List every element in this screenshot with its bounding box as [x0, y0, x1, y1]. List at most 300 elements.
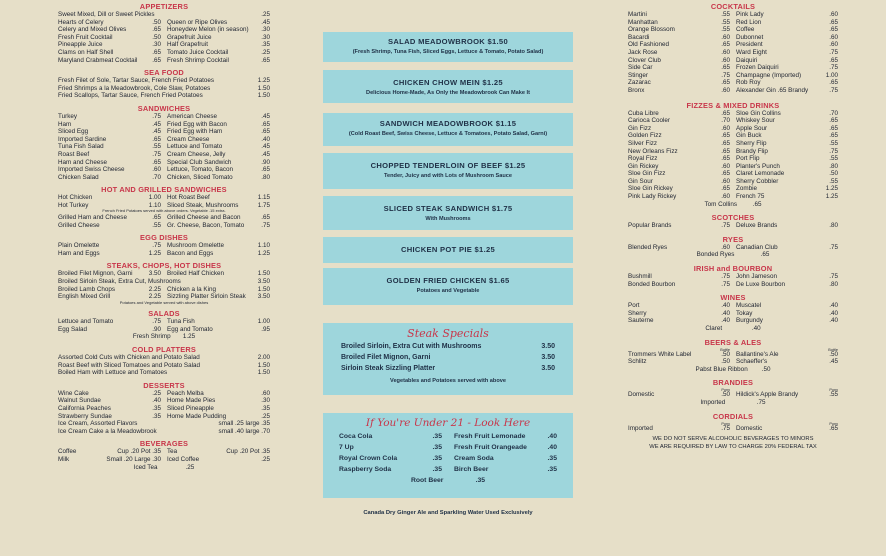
item-name: Cream Cheese	[167, 135, 210, 143]
item-price: .90	[261, 158, 270, 166]
menu-item	[58, 250, 161, 258]
menu-item	[58, 121, 161, 129]
item-name: Hearts of Celery	[58, 18, 104, 26]
menu-item	[628, 34, 730, 42]
menu-item	[58, 354, 270, 362]
item-name: Fresh Filet of Sole, Tartar Sauce, French Fried Potatoes	[58, 77, 214, 85]
item-price: 1.25	[825, 185, 838, 193]
section-heading: WINES	[720, 293, 746, 303]
menu-row	[58, 448, 270, 456]
item-name: American Cheese	[167, 112, 218, 120]
item-price: .40	[721, 309, 730, 317]
special-item	[323, 365, 573, 376]
item-price: .75	[829, 273, 838, 281]
cordials-section: CORDIALS Pony Pony Imported .75 Domestic .65	[628, 411, 838, 432]
menu-item	[167, 222, 270, 230]
menu-item	[736, 132, 838, 140]
item-name: Cream Soda	[454, 455, 494, 462]
item-price: 2.00	[257, 354, 270, 361]
menu-row	[628, 244, 838, 252]
menu-row	[58, 41, 270, 49]
menu-item	[58, 174, 161, 182]
menu-row	[58, 57, 270, 65]
menu-item	[628, 351, 730, 359]
item-price: 1.25	[825, 193, 838, 201]
item-name: Ballantine's Ale	[736, 350, 779, 358]
menu-item	[58, 277, 181, 286]
item-name: Sliced Pineapple	[167, 404, 214, 412]
item-name: Coffee	[58, 448, 77, 456]
item-name: Assorted Cold Cuts with Chicken and Potato Salad	[58, 354, 200, 361]
sandwich-meadowbrook-box: SANDWICH MEADOWBROOK $1.15 (Cold Roast Beef, Swiss Cheese, Lettuce & Tomatoes, Potato Salad, Garni)	[323, 113, 573, 146]
menu-row	[58, 270, 270, 278]
menu-item	[58, 362, 270, 370]
menu-item: Sweet Mixed, Dill or Sweet Pickles .25	[58, 11, 270, 18]
menu-row	[323, 455, 573, 466]
item-price: .65	[152, 135, 161, 143]
item-price: .30	[152, 41, 161, 49]
item-name: Sloe Gin Collins	[736, 109, 781, 117]
brandies-section: BRANDIES Pony Pony Domestic .50 Hildick's Apple Brandy .55 Imported .75	[628, 378, 838, 406]
menu-item	[628, 391, 730, 399]
item-name: Orange Blossom	[628, 26, 675, 34]
section-heading: SANDWICHES	[137, 103, 191, 113]
item-name: Carioca Cooler	[628, 117, 670, 125]
item-name: Bronx	[628, 86, 645, 94]
item-name: Fresh Fruit Lemonade	[454, 433, 526, 440]
item-name: Half Grapefruit	[167, 41, 208, 49]
item-name: Grilled Ham and Cheese	[58, 213, 127, 221]
item-name: Clams on Half Shell	[58, 48, 114, 56]
item-name: Pineapple Juice	[58, 41, 103, 49]
seafood-section	[58, 68, 270, 100]
item-price: .30	[261, 397, 270, 405]
item-price: .75	[152, 112, 161, 120]
menu-row	[323, 444, 573, 455]
item-price: .35	[152, 412, 161, 420]
menu-item	[736, 26, 838, 34]
menu-item: Claret .40	[705, 325, 761, 332]
item-price: .60	[721, 48, 730, 56]
wines-section	[628, 293, 838, 332]
item-price: .75	[721, 280, 730, 288]
item-price: .60	[721, 86, 730, 94]
hot-sandwiches-section	[58, 185, 270, 229]
item-price: 3.50	[541, 365, 555, 372]
menu-item	[628, 64, 730, 72]
menu-item	[167, 278, 270, 286]
menu-row	[58, 159, 270, 167]
menu-item	[628, 185, 730, 193]
item-price: .25	[152, 389, 161, 397]
menu-item	[58, 270, 161, 278]
item-price: .40	[152, 397, 161, 405]
item-name: Trommers White Label	[628, 350, 692, 358]
menu-row	[58, 456, 270, 464]
special-item	[323, 343, 573, 354]
item-name: Fried Shrimps a la Meadowbrook, Cole Slaw, Potatoes	[58, 84, 211, 92]
item-name: Deluxe Brands	[736, 222, 778, 230]
item-price: 1.75	[257, 201, 270, 209]
menu-row	[628, 317, 838, 325]
item-name: Celery and Mixed Olives	[58, 26, 127, 34]
item-name: Apple Sour	[736, 124, 768, 132]
menu-item	[628, 41, 730, 49]
item-price: .55	[829, 177, 838, 185]
menu-item	[58, 456, 161, 464]
item-price: .65	[721, 41, 730, 49]
menu-item	[628, 132, 730, 140]
menu-item	[628, 178, 730, 186]
item-name: Boiled Ham with Lettuce and Tomatoes	[58, 369, 168, 377]
item-price: .65	[829, 56, 838, 64]
item-name: Daiquiri	[736, 56, 758, 64]
item-price: 3.50	[148, 270, 161, 278]
menu-item	[58, 41, 161, 49]
item-name: Pink Lady	[736, 11, 764, 18]
item-price: .65	[721, 109, 730, 117]
menu-item	[167, 166, 270, 174]
item-name: Zombie	[736, 185, 757, 193]
left-column	[58, 2, 270, 471]
section-heading: COCKTAILS	[710, 2, 756, 11]
item-name: Sauterne	[628, 317, 654, 325]
menu-row	[323, 433, 573, 444]
item-price: .35	[432, 455, 442, 462]
menu-item	[58, 405, 161, 413]
desserts-section	[58, 381, 270, 436]
item-name: Chicken, Sliced Tomato	[167, 173, 233, 181]
menu-item	[58, 57, 161, 65]
section-heading: BEVERAGES	[139, 439, 189, 449]
menu-item	[167, 286, 270, 294]
menu-row	[58, 34, 270, 42]
item-price: .40	[261, 135, 270, 143]
item-name: Manhattan	[628, 18, 658, 26]
item-price: .60	[721, 56, 730, 64]
item-name: Honeydew Melon (in season)	[167, 26, 249, 34]
item-price: .65	[261, 120, 270, 128]
item-name: Gin Buck	[736, 132, 762, 140]
item-price: .65	[721, 79, 730, 87]
menu-item	[167, 26, 270, 34]
item-name: Cuba Libre	[628, 109, 659, 117]
item-name: Cream Cheese, Jelly	[167, 150, 226, 158]
menu-item	[628, 244, 730, 252]
item-name: Broiled Sirloin Steak, Extra Cut, Mushrooms	[58, 277, 181, 285]
item-name: Ham and Eggs	[58, 249, 100, 257]
menu-item	[736, 170, 838, 178]
item-price: .25	[261, 412, 270, 420]
item-price: .65	[829, 424, 838, 432]
menu-item	[167, 250, 270, 258]
item-name: Chicken Salad	[58, 173, 99, 181]
item-price: .55	[829, 139, 838, 147]
item-price: .65	[152, 158, 161, 166]
menu-row	[58, 113, 270, 121]
item-name	[167, 278, 248, 286]
right-column	[628, 2, 838, 451]
salad-meadowbrook-box: SALAD MEADOWBROOK $1.50 (Fresh Shrimp, Tuna Fish, Sliced Eggs, Lettuce & Tomato, Potato Salad)	[323, 32, 573, 62]
menu-item	[736, 41, 838, 49]
item-price: 3.50	[541, 354, 555, 361]
menu-item: Bonded Ryes .65	[696, 251, 770, 259]
item-name: Sherry Flip	[736, 139, 767, 147]
item-price: 1.15	[257, 194, 270, 202]
item-name: Hot Turkey	[58, 201, 89, 209]
menu-row	[628, 117, 838, 125]
menu-row	[58, 326, 270, 334]
menu-row	[628, 185, 838, 193]
item-price: .60	[261, 389, 270, 397]
item-price: .55	[829, 391, 838, 399]
item-price: .65	[721, 170, 730, 178]
section-heading: CORDIALS	[712, 411, 754, 421]
item-name: Iced Coffee	[167, 455, 200, 463]
item-name: Lettuce and Tomato	[167, 143, 223, 151]
menu-item	[628, 125, 730, 133]
item-name: Old Fashioned	[628, 41, 669, 49]
menu-item	[167, 49, 270, 57]
note: French Fried Potatoes served with above orders. Vegetable .15 extra.	[102, 208, 226, 214]
menu-item	[58, 413, 161, 421]
section-heading: SEA FOOD	[144, 68, 184, 78]
menu-item: Iced Tea .25	[133, 463, 195, 471]
menu-item	[167, 121, 270, 129]
item-name: Lettuce, Tomato, Bacon	[167, 166, 234, 174]
menu-item	[167, 136, 270, 144]
menu-item	[454, 455, 557, 466]
item-price: .90	[152, 325, 161, 333]
item-price: .65	[829, 79, 838, 87]
item-name: Blended Ryes	[628, 243, 668, 251]
menu-item	[167, 34, 270, 42]
item-name: Bacardi	[628, 33, 650, 41]
item-name: Broiled Filet Mignon, Garni	[58, 270, 133, 278]
item-price: .55	[829, 155, 838, 163]
item-price: .65	[721, 147, 730, 155]
menu-item	[628, 222, 730, 230]
menu-item	[58, 34, 161, 42]
specials-note: Vegetables and Potatoes served with above	[390, 378, 506, 384]
menu-item	[167, 41, 270, 49]
menu-item	[454, 433, 557, 444]
item-name: Frozen Daiquiri	[736, 64, 779, 72]
menu-row	[58, 413, 270, 421]
item-price: .65	[261, 128, 270, 136]
menu-item	[58, 85, 270, 93]
menu-item	[736, 49, 838, 57]
menu-item	[167, 19, 270, 27]
menu-item	[628, 317, 730, 325]
item-price: .55	[152, 221, 161, 229]
menu-row	[628, 351, 838, 359]
menu-item	[58, 49, 161, 57]
menu-item	[628, 281, 730, 289]
item-name: Gin Sour	[628, 177, 653, 185]
menu-item	[58, 26, 161, 34]
item-name: Planter's Punch	[736, 162, 780, 170]
item-price: .45	[829, 358, 838, 366]
item-name: Sloe Gin Rickey	[628, 185, 673, 193]
section-heading: COLD PLATTERS	[131, 345, 197, 354]
item-price: .65	[261, 213, 270, 221]
menu-item	[167, 448, 270, 456]
menu-row	[58, 49, 270, 57]
item-price: 1.50	[257, 369, 270, 377]
menu-item	[454, 466, 557, 477]
center-footer: Canada Dry Ginger Ale and Sparkling Water Used Exclusively	[363, 510, 533, 516]
menu-item	[736, 317, 838, 325]
item-price: 1.25	[257, 249, 270, 257]
item-price: .45	[152, 120, 161, 128]
item-name: Schaeffer's	[736, 358, 768, 366]
item-name: Lettuce and Tomato	[58, 318, 114, 326]
item-name: Fresh Shrimp Cocktail	[167, 56, 229, 64]
item-price: Cup .20 Pot .35	[117, 448, 161, 456]
menu-item: Ice Cream, Assorted Flavors small .25 large .35	[58, 420, 270, 428]
item-price: .65	[721, 132, 730, 140]
section-heading: BEERS & ALES	[704, 337, 762, 347]
item-name: Fresh Fruit Cocktail	[58, 33, 113, 41]
item-price: .60	[829, 41, 838, 49]
item-name: Fried Scallops, Tartar Sauce, French Fried Potatoes	[58, 92, 203, 100]
menu-item: Root Beer .35	[410, 477, 486, 484]
item-price: 1.25	[148, 249, 161, 257]
menu-item	[628, 148, 730, 156]
menu-item: Fresh Shrimp 1.25	[132, 333, 196, 341]
item-name: Stinger	[628, 71, 648, 79]
menu-item	[167, 405, 270, 413]
menu-item	[736, 193, 838, 201]
cold-platters-section	[58, 345, 270, 377]
menu-item	[339, 466, 442, 477]
item-price: .35	[432, 444, 442, 451]
item-price: .45	[152, 128, 161, 136]
item-name: Fresh Fruit Orangeade	[454, 444, 527, 451]
menu-item	[339, 444, 442, 455]
item-name: Maryland Crabmeat Cocktail	[58, 56, 138, 64]
menu-item	[628, 49, 730, 57]
ryes-section	[628, 235, 838, 259]
menu-item	[58, 143, 161, 151]
item-price: .40	[721, 317, 730, 325]
menu-item	[628, 302, 730, 310]
section-heading: APPETIZERS	[139, 2, 189, 11]
item-name: Whiskey Sour	[736, 117, 775, 125]
item-name: Canadian Club	[736, 243, 778, 251]
item-name: Mushroom Omelette	[167, 242, 225, 250]
menu-item	[58, 136, 161, 144]
item-name: Hot Chicken	[58, 194, 93, 202]
menu-row	[628, 178, 838, 186]
item-name: Bacon and Eggs	[167, 249, 214, 257]
menu-row	[58, 390, 270, 398]
item-price: .35	[547, 466, 557, 473]
menu-item	[736, 87, 838, 95]
item-name: President	[736, 41, 763, 49]
menu-row	[628, 110, 838, 118]
item-price: 3.50	[257, 293, 270, 301]
item-price: 1.50	[257, 84, 270, 92]
menu-row	[628, 79, 838, 87]
menu-item	[736, 273, 838, 281]
menu-item	[58, 397, 161, 405]
item-name: Clover Club	[628, 56, 661, 64]
menu-item	[628, 170, 730, 178]
menu-row	[628, 281, 838, 289]
under-21-box	[323, 413, 573, 498]
item-name: Red Lion	[736, 18, 762, 26]
item-name: Turkey	[58, 112, 78, 120]
menu-item	[167, 318, 270, 326]
item-name: Claret Lemonade	[736, 170, 785, 178]
item-price: .75	[721, 71, 730, 79]
menu-item	[167, 214, 270, 222]
item-price: .35	[432, 433, 442, 440]
menu-row	[628, 155, 838, 163]
menu-row	[628, 273, 838, 281]
item-price: .75	[721, 222, 730, 230]
menu-item	[58, 369, 270, 377]
item-price: .65	[829, 124, 838, 132]
steaks-section	[58, 261, 270, 305]
item-price: .30	[261, 26, 270, 34]
item-price: .75	[152, 318, 161, 326]
item-price: .75	[261, 221, 270, 229]
menu-item	[736, 310, 838, 318]
menu-item	[628, 117, 730, 125]
item-name: Jack Rose	[628, 48, 658, 56]
item-name: Martini	[628, 11, 647, 18]
item-price: .45	[261, 150, 270, 158]
menu-row	[628, 170, 838, 178]
item-name: English Mixed Grill	[58, 293, 111, 301]
menu-row	[628, 41, 838, 49]
item-name: Egg Salad	[58, 325, 88, 333]
menu-item	[628, 87, 730, 95]
item-name: Home Made Pudding	[167, 412, 227, 420]
item-price: .80	[829, 280, 838, 288]
item-name: Schlitz	[628, 358, 647, 366]
menu-item: Tom Collins .65	[704, 200, 762, 208]
special-item	[323, 354, 573, 365]
item-price: 2.25	[148, 285, 161, 293]
menu-item	[628, 19, 730, 27]
menu-item	[339, 433, 442, 444]
item-price: .50	[721, 358, 730, 366]
menu-item	[339, 455, 442, 466]
item-name: Tokay	[736, 309, 753, 317]
menu-item	[167, 194, 270, 202]
item-price: 3.50	[541, 343, 555, 350]
menu-row	[58, 128, 270, 136]
item-price: .75	[152, 150, 161, 158]
menu-item	[167, 413, 270, 421]
item-name: Broiled Half Chicken	[167, 270, 225, 278]
item-name: Broiled Lamb Chops	[58, 285, 116, 293]
item-price: .75	[829, 64, 838, 72]
menu-row	[628, 34, 838, 42]
item-price: .65	[721, 139, 730, 147]
item-price: .65	[721, 185, 730, 193]
menu-row	[628, 425, 838, 433]
menu-item	[167, 151, 270, 159]
item-price: .60	[721, 124, 730, 132]
menu-row	[58, 250, 270, 258]
menu-item	[58, 222, 161, 230]
menu-row	[628, 87, 838, 95]
